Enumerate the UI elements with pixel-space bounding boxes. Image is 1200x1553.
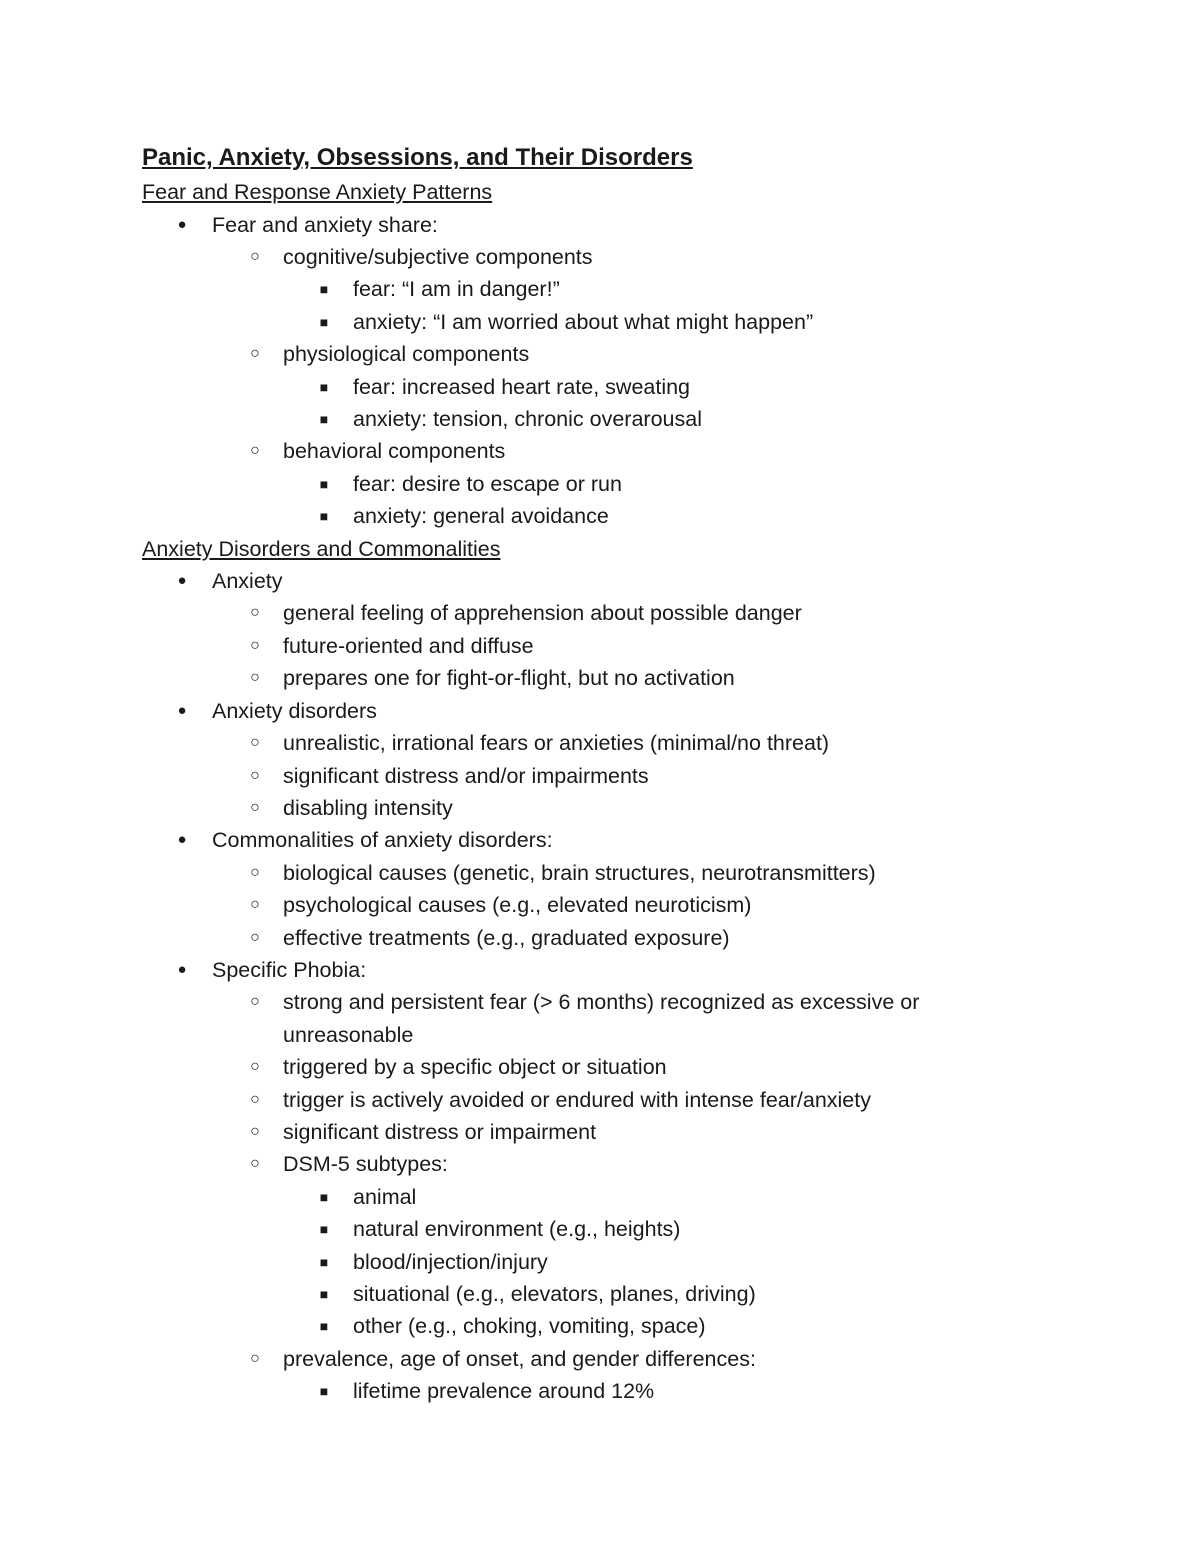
list-item-text: significant distress and/or impairments bbox=[283, 763, 649, 788]
list-item bbox=[142, 1375, 1042, 1407]
list-item bbox=[142, 1084, 1042, 1116]
bullet-circle-icon: ○ bbox=[250, 604, 260, 622]
bullet-dot-icon: ● bbox=[177, 831, 187, 849]
bullet-dot-icon: ● bbox=[177, 215, 187, 233]
list-item-text: other (e.g., choking, vomiting, space) bbox=[353, 1314, 706, 1339]
list-item-text: general feeling of apprehension about possible danger bbox=[283, 601, 802, 626]
list-item bbox=[142, 1246, 1042, 1278]
bullet-circle-icon: ○ bbox=[250, 1122, 260, 1140]
bullet-square-icon: ■ bbox=[319, 378, 329, 395]
list-item bbox=[142, 435, 1042, 467]
list-item-text: strong and persistent fear (> 6 months) recognized as excessive or unreasonable bbox=[283, 990, 920, 1047]
list-item bbox=[142, 1343, 1042, 1375]
list-item-text: effective treatments (e.g., graduated exposure) bbox=[283, 925, 730, 950]
list-item bbox=[142, 630, 1042, 662]
document-content bbox=[142, 140, 1042, 1408]
bullet-circle-icon: ○ bbox=[250, 247, 260, 265]
list-item bbox=[142, 1181, 1042, 1213]
list-item bbox=[142, 1278, 1042, 1310]
bullet-square-icon: ■ bbox=[319, 475, 329, 492]
bullet-circle-icon: ○ bbox=[250, 928, 260, 946]
list-item bbox=[142, 792, 1042, 824]
list-item-text: significant distress or impairment bbox=[283, 1119, 597, 1144]
list-item-text: prevalence, age of onset, and gender differences: bbox=[283, 1346, 756, 1371]
list-item bbox=[142, 338, 1042, 370]
list-item-text: physiological components bbox=[283, 342, 530, 367]
list-item bbox=[142, 468, 1042, 500]
list-item bbox=[142, 1116, 1042, 1148]
bullet-circle-icon: ○ bbox=[250, 1058, 260, 1076]
list-item-text: disabling intensity bbox=[283, 795, 453, 820]
bullet-circle-icon: ○ bbox=[250, 636, 260, 654]
list-item-text: Specific Phobia: bbox=[212, 957, 367, 982]
list-item bbox=[142, 824, 1042, 856]
bullet-square-icon: ■ bbox=[319, 1383, 329, 1400]
list-item-text: unrealistic, irrational fears or anxieties (minimal/no threat) bbox=[283, 731, 830, 756]
list-item-text: triggered by a specific object or situation bbox=[283, 1055, 667, 1080]
list-item bbox=[142, 1213, 1042, 1245]
bullet-square-icon: ■ bbox=[319, 1221, 329, 1238]
list-item-text: behavioral components bbox=[283, 439, 506, 464]
bullet-circle-icon: ○ bbox=[250, 863, 260, 881]
section-heading: Fear and Response Anxiety Patterns bbox=[142, 180, 493, 204]
bullet-circle-icon: ○ bbox=[250, 669, 260, 687]
bullet-circle-icon: ○ bbox=[250, 345, 260, 363]
list-item-text: future-oriented and diffuse bbox=[283, 633, 534, 658]
bullet-square-icon: ■ bbox=[319, 313, 329, 330]
list-item-text: fear: desire to escape or run bbox=[353, 471, 622, 496]
bullet-square-icon: ■ bbox=[319, 1188, 329, 1205]
list-item-text: biological causes (genetic, brain structures, neurotransmitters) bbox=[283, 860, 876, 885]
document-sections bbox=[142, 176, 1042, 1408]
list-item bbox=[142, 209, 1042, 241]
bullet-circle-icon: ○ bbox=[250, 1090, 260, 1108]
list-item bbox=[142, 273, 1042, 305]
list-item-text: DSM-5 subtypes: bbox=[283, 1152, 448, 1177]
list-item bbox=[142, 1148, 1042, 1180]
list-item bbox=[142, 889, 1042, 921]
bullet-circle-icon: ○ bbox=[250, 1349, 260, 1367]
list-item-text: trigger is actively avoided or endured with intense fear/anxiety bbox=[283, 1087, 871, 1112]
bullet-circle-icon: ○ bbox=[250, 734, 260, 752]
list-item bbox=[142, 597, 1042, 629]
document-title: Panic, Anxiety, Obsessions, and Their Disorders bbox=[142, 144, 693, 171]
bullet-square-icon: ■ bbox=[319, 508, 329, 525]
list-item-text: situational (e.g., elevators, planes, driving) bbox=[353, 1282, 756, 1306]
list-item bbox=[142, 306, 1042, 338]
bullet-square-icon: ■ bbox=[319, 410, 329, 427]
list-item bbox=[142, 662, 1042, 694]
list-item-text: Anxiety bbox=[212, 569, 283, 594]
list-item bbox=[142, 857, 1042, 889]
list-item bbox=[142, 565, 1042, 597]
list-item-text: fear: “I am in danger!” bbox=[353, 277, 560, 302]
list-item-text: anxiety: general avoidance bbox=[353, 504, 609, 529]
bullet-circle-icon: ○ bbox=[250, 798, 260, 816]
list-item bbox=[142, 1310, 1042, 1342]
outline-section bbox=[142, 176, 1042, 533]
list-item-text: natural environment (e.g., heights) bbox=[353, 1217, 681, 1242]
list-item-text: fear: increased heart rate, sweating bbox=[353, 374, 691, 399]
bullet-circle-icon: ○ bbox=[250, 896, 260, 914]
list-item bbox=[142, 371, 1042, 403]
bullet-square-icon: ■ bbox=[319, 1318, 329, 1335]
outline-section bbox=[142, 533, 1042, 1408]
list-item bbox=[142, 922, 1042, 954]
bullet-circle-icon: ○ bbox=[250, 442, 260, 460]
list-item bbox=[142, 954, 1042, 986]
list-item bbox=[142, 727, 1042, 759]
list-item bbox=[142, 1051, 1042, 1083]
bullet-square-icon: ■ bbox=[319, 1253, 329, 1270]
list-item-text: blood/injection/injury bbox=[353, 1249, 548, 1274]
list-item-text: prepares one for fight-or-flight, but no activation bbox=[283, 666, 735, 691]
list-item bbox=[142, 241, 1042, 273]
list-item-text: Anxiety disorders bbox=[212, 698, 377, 723]
list-item-text: cognitive/subjective components bbox=[283, 244, 593, 269]
bullet-circle-icon: ○ bbox=[250, 1155, 260, 1173]
list-item bbox=[142, 500, 1042, 532]
list-item bbox=[142, 695, 1042, 727]
list-item bbox=[142, 986, 1042, 1051]
bullet-circle-icon: ○ bbox=[250, 766, 260, 784]
section-heading: Anxiety Disorders and Commonalities bbox=[142, 536, 501, 561]
bullet-dot-icon: ● bbox=[177, 701, 187, 719]
list-item-text: animal bbox=[353, 1184, 417, 1209]
bullet-dot-icon: ● bbox=[177, 572, 187, 590]
list-item-text: lifetime prevalence around 12% bbox=[353, 1379, 655, 1404]
bullet-square-icon: ■ bbox=[319, 281, 329, 298]
bullet-square-icon: ■ bbox=[319, 1286, 329, 1302]
list-item bbox=[142, 403, 1042, 435]
list-item-text: anxiety: tension, chronic overarousal bbox=[353, 406, 702, 431]
bullet-circle-icon: ○ bbox=[250, 993, 260, 1011]
list-item-text: psychological causes (e.g., elevated neuroticism) bbox=[283, 893, 752, 918]
list-item-text: anxiety: “I am worried about what might happen” bbox=[353, 309, 814, 334]
bullet-dot-icon: ● bbox=[177, 960, 187, 978]
list-item-text: Commonalities of anxiety disorders: bbox=[212, 828, 553, 853]
list-item bbox=[142, 760, 1042, 792]
list-item-text: Fear and anxiety share: bbox=[212, 212, 438, 237]
